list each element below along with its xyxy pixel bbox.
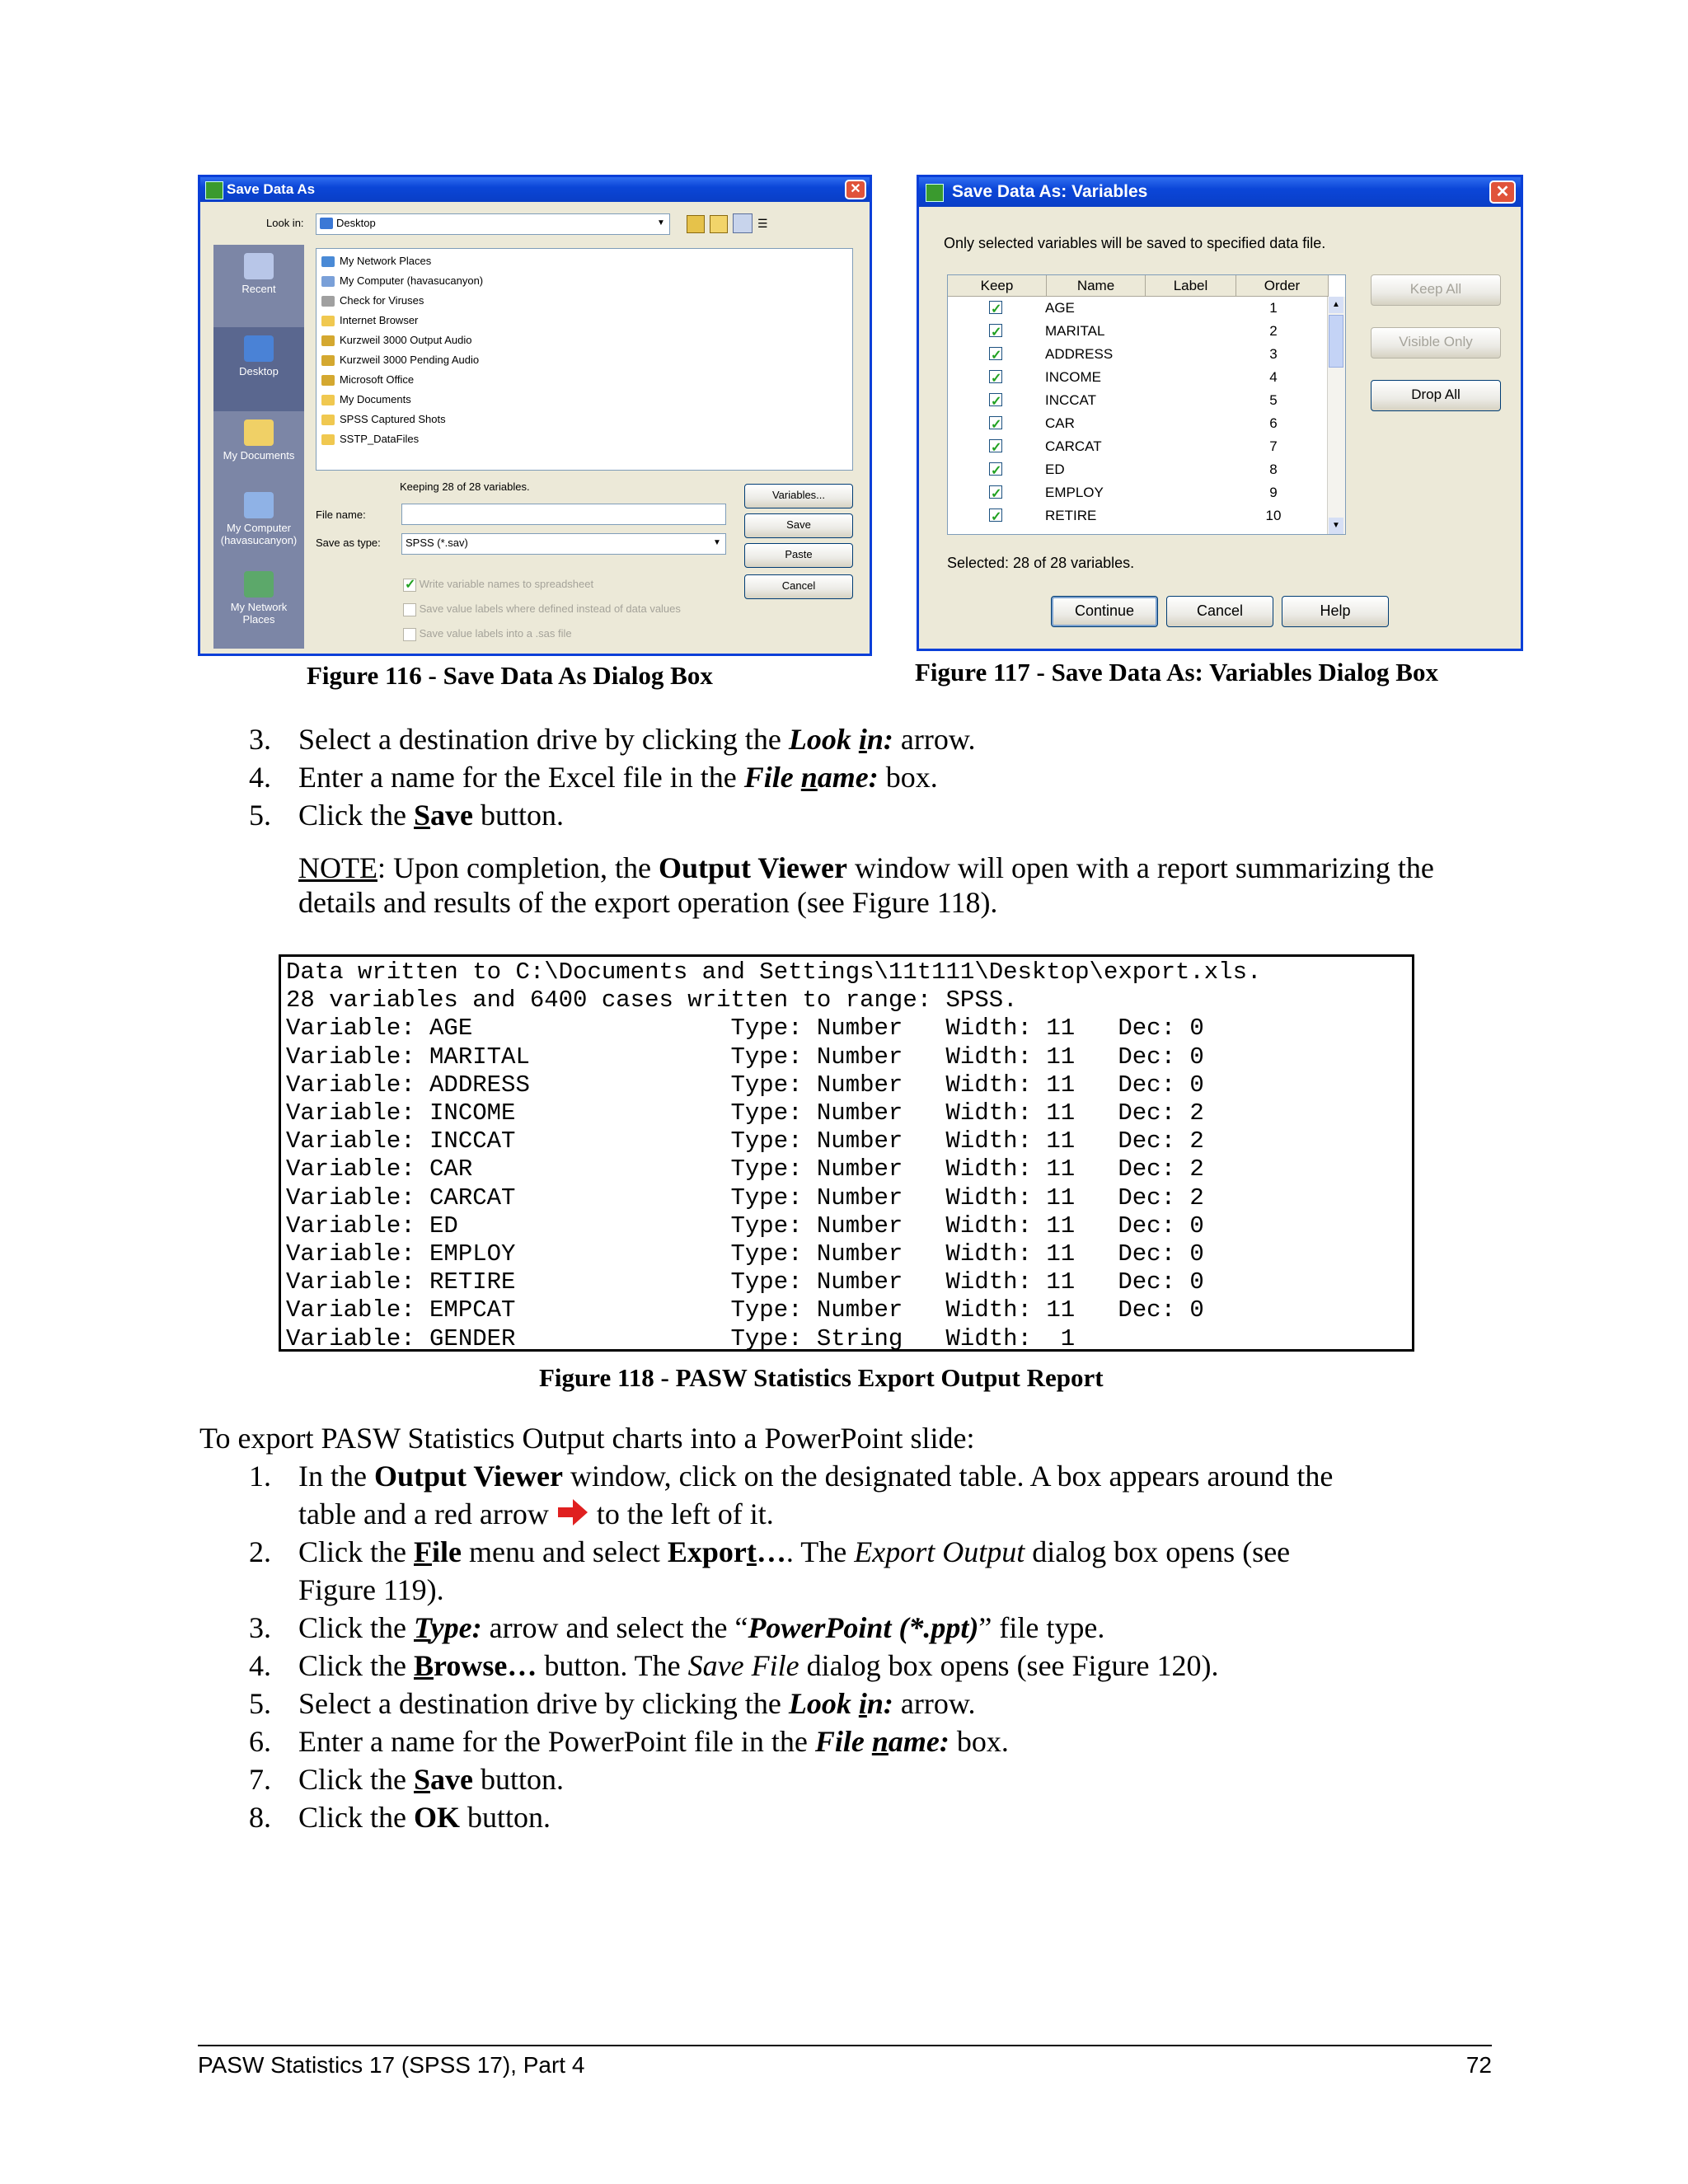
scroll-thumb[interactable] <box>1329 315 1343 368</box>
table-row[interactable] <box>948 297 1319 320</box>
desktop-icon <box>320 218 333 229</box>
note-emph: Output Viewer <box>658 851 847 884</box>
save-value-labels-option[interactable] <box>403 602 681 616</box>
places-bar <box>213 245 304 649</box>
details-view-icon[interactable]: ☰ <box>757 217 768 230</box>
step-text: menu and select <box>461 1535 668 1568</box>
my-computer-icon <box>244 492 274 518</box>
emph: F <box>413 1535 432 1568</box>
step-text: button. The <box>537 1649 688 1682</box>
column-header-name[interactable]: Name <box>1047 275 1146 297</box>
save-variables-dialog <box>917 175 1523 651</box>
place-my-network-label: My Network Places <box>230 601 288 626</box>
scroll-down-icon[interactable]: ▼ <box>1329 518 1343 534</box>
step-text: button. <box>473 1763 565 1796</box>
step-number: 1. <box>249 1460 271 1493</box>
look-in-dropdown[interactable] <box>316 213 670 235</box>
place-recent[interactable] <box>213 253 304 295</box>
emph: n: <box>866 723 893 756</box>
variables-button-label: Variables... <box>771 489 826 501</box>
emph: ave <box>430 1763 473 1796</box>
ppt-step-5 <box>298 1685 975 1722</box>
dialog-title: Save Data As <box>227 181 316 197</box>
step-number: 3. <box>249 1611 271 1644</box>
list-item-label: Check for Viruses <box>340 294 424 307</box>
variable-name: ADDRESS <box>1045 346 1114 362</box>
emph: Look <box>788 1687 859 1720</box>
note-text: window will open with a report summarizing the <box>846 851 1434 884</box>
option-label: Save value labels into a .sas file <box>419 627 572 640</box>
keep-checkbox[interactable] <box>989 462 1002 476</box>
output-line: Variable: INCOME Type: Number Width: 11 Dec: 2 <box>286 1099 1204 1127</box>
cancel-button-label: Cancel <box>1196 602 1244 619</box>
list-item[interactable] <box>321 331 471 349</box>
file-list[interactable] <box>316 248 853 471</box>
emph: i <box>858 723 867 756</box>
place-my-documents[interactable] <box>213 419 304 462</box>
step-number: 8. <box>249 1801 271 1834</box>
emph: ile <box>431 1535 462 1568</box>
step-number: 7. <box>249 1763 271 1796</box>
save-button-label: Save <box>786 518 811 531</box>
table-row[interactable] <box>948 389 1319 412</box>
ppt-step-3 <box>298 1609 1104 1647</box>
visible-only-label: Visible Only <box>1399 334 1473 349</box>
checkbox[interactable] <box>403 579 416 592</box>
drop-all-button[interactable] <box>1371 380 1501 411</box>
table-row[interactable] <box>948 435 1319 458</box>
spss-app-icon <box>205 181 223 199</box>
file-name-label: File name: <box>316 509 366 521</box>
step-number: 4. <box>249 1649 271 1682</box>
emph: t <box>746 1535 757 1568</box>
table-row[interactable] <box>948 412 1319 435</box>
keep-checkbox[interactable] <box>989 324 1002 337</box>
vertical-scrollbar[interactable] <box>1327 297 1345 534</box>
list-item[interactable] <box>321 312 418 330</box>
save-as-type-label: Save as type: <box>316 537 381 549</box>
variable-order: 1 <box>1269 300 1278 316</box>
variable-name: MARITAL <box>1045 323 1105 339</box>
variable-name: AGE <box>1045 300 1075 316</box>
view-menu-icon[interactable] <box>733 213 753 233</box>
figure-118-caption: Figure 118 - PASW Statistics Export Output Report <box>539 1363 1104 1392</box>
step-number: 6. <box>249 1725 271 1758</box>
save-variables-titlebar <box>919 177 1521 207</box>
keep-checkbox[interactable] <box>989 485 1002 499</box>
cancel-button[interactable] <box>744 574 853 599</box>
save-button[interactable] <box>744 513 853 538</box>
output-line: Variable: CARCAT Type: Number Width: 11 Dec: 2 <box>286 1183 1204 1212</box>
keep-checkbox[interactable] <box>989 439 1002 452</box>
folder-icon <box>321 316 335 326</box>
output-line: Variable: CAR Type: Number Width: 11 Dec: 2 <box>286 1155 1204 1183</box>
note-text: : Upon completion, the <box>377 851 659 884</box>
desktop-place-icon <box>244 335 274 362</box>
ppt-step-1-line-1 <box>298 1457 1333 1495</box>
network-icon <box>321 256 335 267</box>
variable-name: ED <box>1045 462 1065 477</box>
step-number: 3. <box>249 723 271 756</box>
close-icon[interactable]: ✕ <box>845 180 866 199</box>
variable-order: 9 <box>1269 485 1278 500</box>
checkbox[interactable] <box>403 603 416 616</box>
variable-name: INCOME <box>1045 369 1101 385</box>
continue-button[interactable] <box>1051 596 1158 627</box>
step-text: ” file type. <box>978 1611 1105 1644</box>
list-item[interactable] <box>321 391 411 409</box>
recent-icon <box>244 253 274 279</box>
step-text: button. <box>460 1801 551 1834</box>
output-line: Variable: INCCAT Type: Number Width: 11 Dec: 2 <box>286 1127 1204 1155</box>
column-header-label[interactable]: Label <box>1146 275 1236 297</box>
column-header-keep[interactable]: Keep <box>948 275 1047 297</box>
step-text: . The <box>785 1535 855 1568</box>
step-text: arrow. <box>893 1687 976 1720</box>
save-data-as-dialog <box>198 175 872 656</box>
file-name-input[interactable] <box>401 504 726 525</box>
write-variable-names-option[interactable] <box>403 578 593 592</box>
ppt-step-6 <box>298 1722 1009 1760</box>
figure-117-caption: Figure 117 - Save Data As: Variables Dialog Box <box>915 658 1438 687</box>
emph: n: <box>866 1687 893 1720</box>
emph: i <box>858 1687 867 1720</box>
step-text: window, click on the designated table. A box appears around the <box>562 1460 1334 1493</box>
emph: … <box>756 1535 786 1568</box>
step-3 <box>298 720 975 758</box>
variable-order: 3 <box>1269 346 1278 362</box>
place-recent-label: Recent <box>241 283 276 295</box>
step-text: box. <box>878 761 938 794</box>
save-as-type-value: SPSS (*.sav) <box>406 537 468 549</box>
close-icon[interactable]: ✕ <box>1489 180 1516 204</box>
step-text: Enter a name for the PowerPoint file in the <box>298 1725 815 1758</box>
table-row[interactable] <box>948 343 1319 366</box>
ppt-step-4 <box>298 1647 1219 1685</box>
variable-name: RETIRE <box>1045 508 1097 523</box>
list-item-label: Microsoft Office <box>340 373 415 386</box>
step-text: Enter a name for the Excel file in the <box>298 761 744 794</box>
cancel-button-label: Cancel <box>781 579 816 592</box>
emph: PowerPoint (*.ppt) <box>748 1611 979 1644</box>
drop-all-label: Drop All <box>1411 387 1461 402</box>
step-text: dialog box opens (see <box>1025 1535 1291 1568</box>
folder-icon <box>321 415 335 425</box>
ppt-step-7 <box>298 1760 564 1798</box>
table-row[interactable] <box>948 481 1319 504</box>
paste-button[interactable] <box>744 543 853 568</box>
variable-order: 5 <box>1269 392 1278 408</box>
visible-only-button[interactable] <box>1371 327 1501 359</box>
emph: File <box>814 1725 872 1758</box>
emph: n <box>871 1725 889 1758</box>
output-line: Variable: EMPLOY Type: Number Width: 11 Dec: 0 <box>286 1240 1204 1268</box>
list-item[interactable] <box>321 292 424 310</box>
output-line: Variable: EMPCAT Type: Number Width: 11 Dec: 0 <box>286 1296 1204 1324</box>
emph: ave <box>430 799 473 832</box>
list-item-label: Kurzweil 3000 Pending Audio <box>340 354 480 366</box>
folder-icon <box>321 375 335 386</box>
save-sas-file-option[interactable] <box>403 627 572 641</box>
save-as-type-dropdown[interactable] <box>401 533 726 555</box>
emph: File <box>743 761 801 794</box>
place-my-network[interactable] <box>213 571 304 626</box>
step-text: dialog box opens (see Figure 120). <box>799 1649 1219 1682</box>
step-text: Click the <box>298 1649 414 1682</box>
selected-count: Selected: 28 of 28 variables. <box>947 555 1135 571</box>
list-item[interactable] <box>321 430 419 448</box>
output-line: Variable: ADDRESS Type: Number Width: 11 Dec: 0 <box>286 1071 1204 1099</box>
emph: T <box>413 1611 431 1644</box>
chevron-down-icon[interactable]: ▼ <box>657 218 665 227</box>
output-line: Variable: RETIRE Type: Number Width: 11 Dec: 0 <box>286 1268 1204 1296</box>
emph: Look <box>788 723 859 756</box>
step-number: 5. <box>249 799 271 832</box>
place-my-computer-label: My Computer (havasucanyon) <box>220 522 298 546</box>
my-documents-icon <box>244 419 274 446</box>
chevron-down-icon[interactable]: ▼ <box>713 538 721 547</box>
network-places-icon <box>244 571 274 598</box>
emph: Expor <box>667 1535 747 1568</box>
scroll-up-icon[interactable]: ▲ <box>1329 297 1343 313</box>
output-line: Variable: MARITAL Type: Number Width: 11 Dec: 0 <box>286 1043 1204 1071</box>
up-folder-icon[interactable] <box>687 215 705 233</box>
footer-title: PASW Statistics 17 (SPSS 17), Part 4 <box>198 2052 585 2078</box>
table-row[interactable] <box>948 504 1319 527</box>
ppt-step-2-line-2: Figure 119). <box>298 1573 444 1606</box>
cancel-button[interactable] <box>1166 596 1273 627</box>
list-item[interactable] <box>321 371 414 389</box>
list-item[interactable] <box>321 252 431 270</box>
variable-order: 7 <box>1269 438 1278 454</box>
table-row[interactable] <box>948 458 1319 481</box>
variable-name: INCCAT <box>1045 392 1097 408</box>
table-row[interactable] <box>948 320 1319 343</box>
list-item[interactable] <box>321 410 446 429</box>
list-item-label: My Network Places <box>340 255 432 267</box>
emph: n <box>800 761 818 794</box>
keep-checkbox[interactable] <box>989 301 1002 314</box>
computer-icon <box>321 276 335 287</box>
step-text: arrow. <box>893 723 976 756</box>
help-button[interactable] <box>1282 596 1389 627</box>
keep-all-label: Keep All <box>1409 281 1462 297</box>
emph: S <box>413 1763 431 1796</box>
keep-checkbox[interactable] <box>989 393 1002 406</box>
step-text: Click the <box>298 799 414 832</box>
footer-divider <box>198 2045 1492 2046</box>
list-item[interactable] <box>321 351 479 369</box>
step-number: 5. <box>249 1687 271 1720</box>
list-item-label: SSTP_DataFiles <box>340 433 420 445</box>
help-button-label: Help <box>1320 602 1351 619</box>
step-text: Select a destination drive by clicking the <box>298 1687 789 1720</box>
table-row[interactable] <box>948 366 1319 389</box>
folder-icon <box>321 355 335 366</box>
ppt-step-1-line-2 <box>298 1495 774 1533</box>
look-in-value: Desktop <box>336 217 376 229</box>
keeping-status: Keeping 28 of 28 variables. <box>400 480 530 493</box>
new-folder-icon[interactable] <box>710 215 728 233</box>
red-arrow-icon <box>556 1497 589 1527</box>
emph: rowse… <box>434 1649 537 1682</box>
figure-116-caption: Figure 116 - Save Data As Dialog Box <box>307 661 713 690</box>
note-label: NOTE <box>298 851 377 884</box>
place-my-documents-label: My Documents <box>223 449 295 462</box>
step-text: Click the <box>298 1801 414 1834</box>
step-text: table and a red arrow <box>298 1497 556 1530</box>
variable-order: 4 <box>1269 369 1278 385</box>
place-desktop-label: Desktop <box>239 365 279 377</box>
variable-name: CAR <box>1045 415 1075 431</box>
note-line-1 <box>298 849 1434 887</box>
step-number: 4. <box>249 761 271 794</box>
variable-name: CARCAT <box>1045 438 1102 454</box>
variable-order: 8 <box>1269 462 1278 477</box>
step-text: button. <box>473 799 565 832</box>
folder-icon <box>321 395 335 405</box>
variable-order: 10 <box>1265 508 1282 523</box>
step-4 <box>298 758 938 796</box>
dialog-title: Save Data As: Variables <box>952 182 1148 201</box>
instruction-text: Only selected variables will be saved to specified data file. <box>944 235 1326 251</box>
variables-grid[interactable] <box>947 274 1346 535</box>
step-5 <box>298 796 564 834</box>
ppt-step-8 <box>298 1798 551 1836</box>
step-text: box. <box>949 1725 1009 1758</box>
output-line: Variable: ED Type: Number Width: 11 Dec: 0 <box>286 1212 1204 1240</box>
emph: Output Viewer <box>373 1460 563 1493</box>
list-item-label: Kurzweil 3000 Output Audio <box>340 334 472 346</box>
option-label: Write variable names to spreadsheet <box>419 578 594 590</box>
step-number: 2. <box>249 1535 271 1568</box>
export-output-report <box>279 954 1414 1352</box>
emph-italic: Export Output <box>854 1535 1025 1568</box>
variable-name: EMPLOY <box>1045 485 1104 500</box>
list-item-label: My Computer (havasucanyon) <box>340 274 484 287</box>
spss-app-icon <box>926 184 944 202</box>
variable-order: 6 <box>1269 415 1278 431</box>
step-text: Click the <box>298 1535 414 1568</box>
output-line: 28 variables and 6400 cases written to range: SPSS. <box>286 987 1018 1015</box>
shortcut-icon <box>321 296 335 307</box>
emph: S <box>413 799 431 832</box>
step-text: Select a destination drive by clicking the <box>298 723 789 756</box>
variables-button[interactable] <box>744 484 853 509</box>
folder-icon <box>321 434 335 445</box>
step-text: In the <box>298 1460 374 1493</box>
list-item-label: Internet Browser <box>340 314 419 326</box>
place-desktop[interactable] <box>213 327 304 411</box>
output-line: Variable: AGE Type: Number Width: 11 Dec: 0 <box>286 1015 1204 1043</box>
step-text: to the left of it. <box>588 1497 774 1530</box>
save-data-as-titlebar <box>200 177 870 202</box>
checkbox[interactable] <box>403 628 416 641</box>
look-in-label: Look in: <box>266 217 304 229</box>
place-my-computer[interactable] <box>213 492 304 546</box>
emph: OK <box>413 1801 460 1834</box>
continue-button-label: Continue <box>1074 602 1135 619</box>
paste-button-label: Paste <box>785 548 813 560</box>
output-line: Variable: GENDER Type: String Width: 1 <box>286 1324 1076 1352</box>
ppt-intro: To export PASW Statistics Output charts into a PowerPoint slide: <box>199 1422 975 1455</box>
column-header-order[interactable]: Order <box>1236 275 1329 297</box>
page-number: 72 <box>1465 2052 1492 2078</box>
list-item[interactable] <box>321 272 483 290</box>
emph: ame: <box>817 761 879 794</box>
step-text: Click the <box>298 1611 414 1644</box>
keep-checkbox[interactable] <box>989 509 1002 522</box>
emph: ype: <box>430 1611 482 1644</box>
ppt-step-2-line-1 <box>298 1533 1290 1571</box>
step-text: arrow and select the “ <box>481 1611 748 1644</box>
list-item-label: SPSS Captured Shots <box>340 413 446 425</box>
output-line: Data written to C:\Documents and Settings\11t111\Desktop\export.xls. <box>286 958 1262 986</box>
emph: ame: <box>888 1725 950 1758</box>
step-text: Click the <box>298 1763 414 1796</box>
emph: B <box>413 1649 434 1682</box>
emph-italic: Save File <box>687 1649 799 1682</box>
keep-all-button[interactable] <box>1371 274 1501 306</box>
variable-order: 2 <box>1269 323 1278 339</box>
option-label: Save value labels where defined instead of data values <box>419 602 681 615</box>
list-item-label: My Documents <box>340 393 411 405</box>
note-line-2: details and results of the export operation (see Figure 118). <box>298 886 998 919</box>
keep-checkbox[interactable] <box>989 347 1002 360</box>
folder-icon <box>321 335 335 346</box>
keep-checkbox[interactable] <box>989 416 1002 429</box>
keep-checkbox[interactable] <box>989 370 1002 383</box>
